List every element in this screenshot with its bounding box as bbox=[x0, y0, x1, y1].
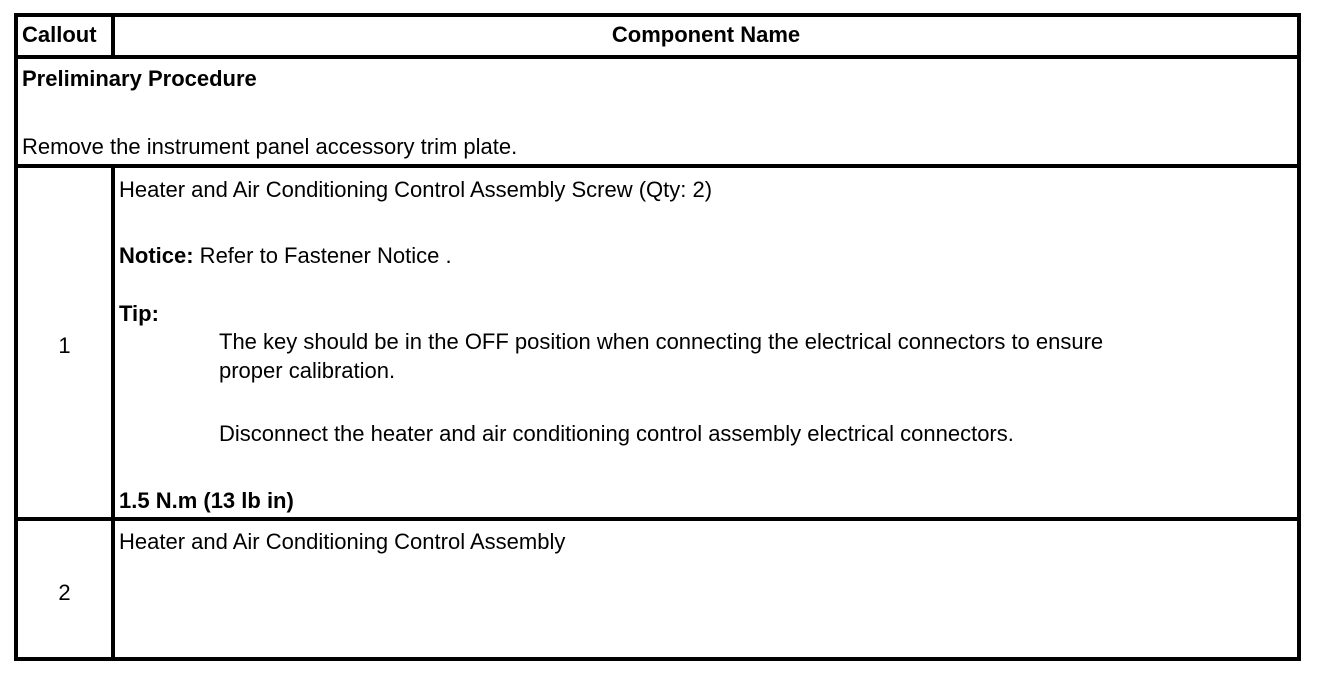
header-component-name: Component Name bbox=[611, 22, 801, 47]
notice-label: Notice: bbox=[119, 243, 194, 268]
header-rule bbox=[18, 55, 1297, 59]
row2-component-name: Heater and Air Conditioning Control Assembly bbox=[119, 529, 566, 554]
callout-divider bbox=[111, 164, 115, 657]
tip-label: Tip: bbox=[119, 301, 159, 326]
row1-notice bbox=[119, 243, 452, 269]
tip-line-1: The key should be in the OFF position when connecting the electrical connectors to ensure bbox=[219, 329, 1104, 354]
preliminary-text: Remove the instrument panel accessory trim plate. bbox=[22, 134, 518, 159]
row2-callout: 2 bbox=[58, 580, 71, 605]
tip-line-2: proper calibration. bbox=[219, 358, 396, 383]
preliminary-title: Preliminary Procedure bbox=[22, 66, 257, 91]
notice-text: Refer to Fastener Notice . bbox=[193, 243, 452, 268]
header-callout: Callout bbox=[22, 22, 97, 47]
procedure-table bbox=[14, 13, 1301, 661]
row1-component-name: Heater and Air Conditioning Control Assembly Screw (Qty: 2) bbox=[119, 177, 713, 202]
row1-callout: 1 bbox=[58, 333, 71, 358]
tip-line-3: Disconnect the heater and air conditioning control assembly electrical connectors. bbox=[219, 421, 1014, 446]
preliminary-rule bbox=[18, 164, 1297, 168]
torque-spec: 1.5 N.m (13 lb in) bbox=[119, 488, 294, 513]
row1-rule bbox=[18, 517, 1297, 521]
